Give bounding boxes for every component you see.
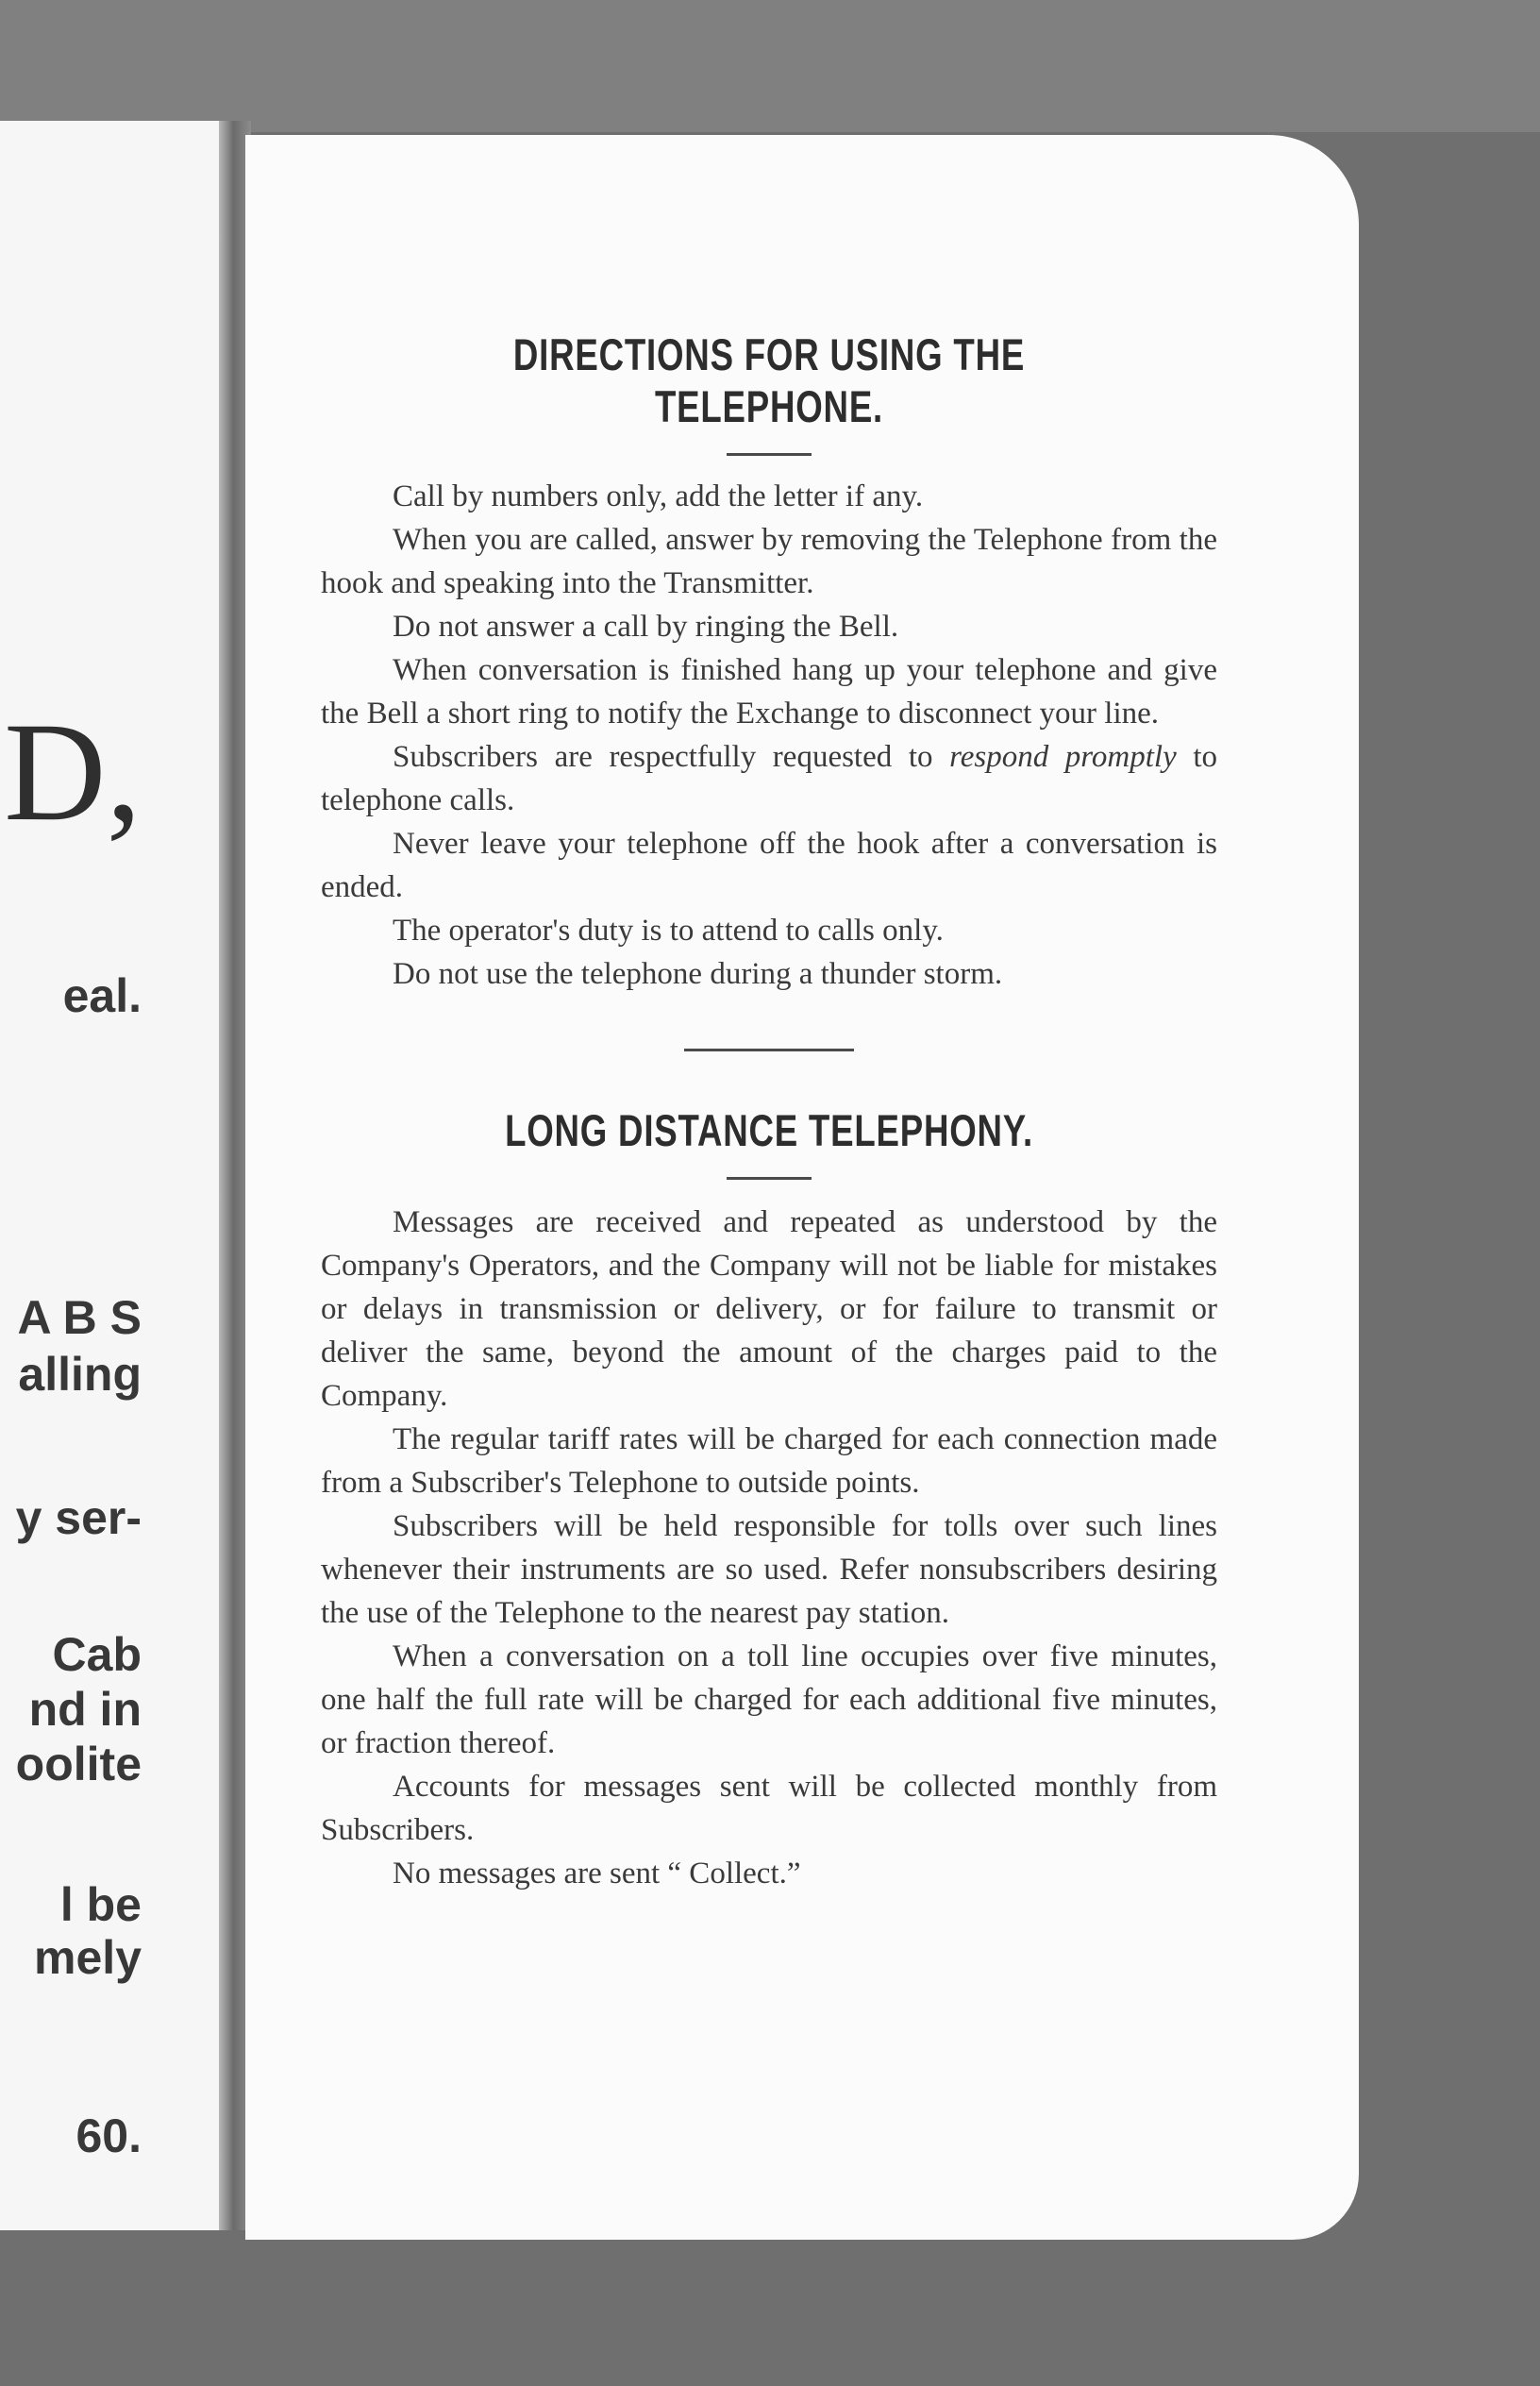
- left-fragment: y ser-: [15, 1491, 142, 1544]
- left-fragment: l be: [59, 1878, 142, 1931]
- left-fragment: alling: [18, 1348, 142, 1401]
- text-run: to telephone calls.: [321, 740, 1218, 817]
- directions-paragraph: Do not use the telephone during a thunder storm.: [393, 957, 1003, 991]
- right-page: [245, 135, 1359, 2240]
- left-fragment: A B S: [17, 1291, 142, 1344]
- title-rule: [727, 453, 812, 456]
- directions-paragraph: Call by numbers only, add the letter if any.: [393, 479, 924, 513]
- section-divider: [684, 1049, 854, 1051]
- directions-paragraph: When conversation is finished hang up your telephone and give the Bell a short ring to notify the Exchange to disconnect your line.: [321, 653, 1217, 731]
- background-top: [0, 0, 1540, 132]
- directions-paragraph: Never leave your telephone off the hook after a conversation is ended.: [321, 827, 1217, 904]
- left-fragment: eal.: [62, 969, 142, 1022]
- long-distance-section: [321, 1201, 1217, 1895]
- left-fragment: oolite: [15, 1738, 142, 1790]
- section-title-directions: DIRECTIONS FOR USING THE TELEPHONE.: [512, 329, 1026, 431]
- directions-section: [321, 475, 1217, 996]
- long-distance-paragraph: No messages are sent “ Collect.”: [393, 1857, 801, 1890]
- directions-paragraph: When you are called, answer by removing the Telephone from the hook and speaking into the Transmitter.: [321, 523, 1217, 600]
- long-distance-paragraph: Messages are received and repeated as understood by the Company's Operators, and the Company will not be liable for mistakes or delays in transmission or delivery, or for failure to transmit or deliver the same, beyond the amount of the charges paid to the Company.: [321, 1205, 1217, 1413]
- long-distance-paragraph: The regular tariff rates will be charged for each connection made from a Subscriber's Telephone to outside points.: [321, 1422, 1217, 1500]
- left-page: [0, 121, 225, 2230]
- section-title-long-distance: LONG DISTANCE TELEPHONY.: [505, 1105, 1033, 1155]
- directions-paragraph: Do not answer a call by ringing the Bell.: [393, 610, 899, 644]
- left-fragment: 60.: [75, 2109, 142, 2162]
- text-run: Subscribers are respectfully requested to: [393, 740, 950, 774]
- left-fragment: Cab: [52, 1628, 142, 1681]
- long-distance-paragraph: When a conversation on a toll line occupies over five minutes, one half the full rate will be charged for each additional five minutes, or fraction thereof.: [321, 1639, 1217, 1760]
- long-distance-paragraph: Subscribers will be held responsible for tolls over such lines whenever their instruments are so used. Refer nonsubscribers desiring the use of the Telephone to the nearest pay station.: [321, 1509, 1217, 1630]
- title-rule: [727, 1177, 812, 1180]
- left-fragment: D,: [4, 694, 142, 850]
- emphasis-text: respond promptly: [949, 740, 1177, 774]
- long-distance-paragraph: Accounts for messages sent will be collected monthly from Subscribers.: [321, 1770, 1217, 1847]
- directions-paragraph: [321, 735, 1217, 822]
- page-content: [321, 328, 1217, 1895]
- directions-paragraph: The operator's duty is to attend to calls only.: [393, 914, 944, 948]
- left-fragment: mely: [34, 1931, 142, 1984]
- left-fragment: nd in: [28, 1683, 142, 1736]
